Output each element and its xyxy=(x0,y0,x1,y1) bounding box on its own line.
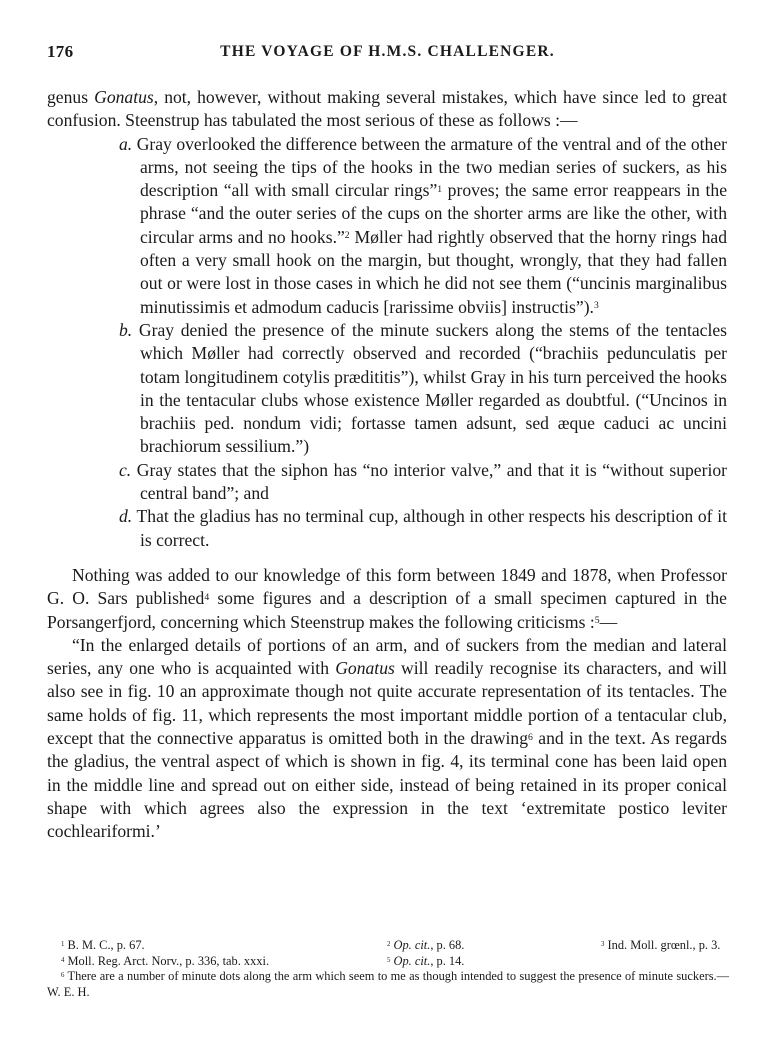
footnote-3 xyxy=(601,938,720,954)
list-item-a xyxy=(47,133,727,319)
footnote-ref: 2 xyxy=(344,230,350,242)
footnotes xyxy=(47,938,729,1000)
list-item-d xyxy=(47,505,727,552)
footnote-text: Ind. Moll. grœnl., p. 3. xyxy=(604,938,721,952)
footnote-text: , p. 14. xyxy=(430,953,465,968)
page-header xyxy=(47,42,728,64)
criticism-list xyxy=(47,133,727,552)
text: , not, however, without making several mistakes, which have since led to great confusion. Steenstrup has tabulated the most serious of these as follows :— xyxy=(47,87,727,131)
text: and in the text. As regards the gladius, the ventral aspect of which is shown in fig. 4, its terminal cone has been laid open in the middle line and spread out on either side, instead of being retained in its proper conical shape with which agrees also the expression in the text ‘extremitate postico leviter cochleariformi.’ xyxy=(47,728,727,842)
item-label: a. xyxy=(119,133,133,154)
paragraph-1 xyxy=(47,86,727,133)
item-label: b. xyxy=(119,319,133,340)
text: Nothing was added to our knowledge of this form between 1849 and 1878, when Professor G. O. Sars published xyxy=(47,564,727,609)
item-label: c. xyxy=(119,459,132,480)
footnote-ref: 1 xyxy=(437,183,443,195)
item-label: d. xyxy=(119,506,133,527)
footnote-number: 2 xyxy=(387,940,391,948)
text: Gray overlooked the difference between the armature of the ventral and of the other arms, not seeing the tips of the hooks in the two median series of suckers, as his description “all with small circular rings” xyxy=(136,133,727,201)
list-item-c xyxy=(47,459,727,506)
footnote-2 xyxy=(387,938,464,954)
text: genus xyxy=(47,87,95,107)
body-text xyxy=(47,86,727,844)
footnote-ref: 4 xyxy=(204,591,210,603)
footnote-row xyxy=(47,954,729,970)
footnote-text: Moll. Reg. Arct. Norv., p. 336, tab. xxxi. xyxy=(64,953,270,968)
running-head: THE VOYAGE OF H.M.S. CHALLENGER. xyxy=(220,43,555,60)
quotation xyxy=(47,634,727,844)
footnote-1 xyxy=(61,938,145,954)
footnote-4 xyxy=(61,954,269,970)
page-number: 176 xyxy=(47,42,74,61)
text: Møller had rightly observed that the horny rings had often a very small hook on the margin, but thought, wrongly, that they had fallen out or were lost in those cases in which he did not see them (“uncinis marginalibus minutissimis et admodum caducis [rarissime obviis] instructis”). xyxy=(140,226,728,317)
footnote-number: 4 xyxy=(61,956,65,964)
paragraph-2 xyxy=(47,564,727,634)
footnote-number: 6 xyxy=(61,972,65,980)
footnote-number: 3 xyxy=(601,940,605,948)
footnote-text-italic: Op. cit. xyxy=(390,938,431,952)
text: “In the enlarged details of portions of an arm, and of suckers from the median and lateral series, any one who is acquainted with xyxy=(47,634,727,679)
footnote-text-italic: Op. cit. xyxy=(390,953,431,968)
footnote-text: , p. 68. xyxy=(430,938,465,952)
text: will readily recognise its characters, and will also see in fig. 10 an approximate though not quite accurate representation of its tentacles. The same holds of fig. 11, which represents the most important middle portion of a tentacular club, except that the connective apparatus is omitted both in the drawing xyxy=(47,658,727,749)
text: That the gladius has no terminal cup, although in other respects his description of it is correct. xyxy=(136,506,727,550)
footnote-text: There are a number of minute dots along the arm which seem to me as though intended to suggest the presence of minute suckers.—W. E. H. xyxy=(47,969,729,999)
taxon-name: Gonatus xyxy=(335,658,395,679)
footnote-ref: 5 xyxy=(594,615,600,627)
taxon-name: Gonatus xyxy=(94,87,154,107)
text: — xyxy=(599,611,618,632)
footnote-5 xyxy=(387,954,464,970)
footnote-row xyxy=(47,938,729,954)
footnote-6 xyxy=(47,969,729,1000)
text: some figures and a description of a small specimen captured in the Porsangerfjord, concerning which Steenstrup makes the following criticisms : xyxy=(47,588,727,632)
footnote-ref: 3 xyxy=(593,300,599,312)
footnote-text: B. M. C., p. 67. xyxy=(64,938,145,952)
footnote-number: 1 xyxy=(61,940,65,948)
text: proves; the same error reappears in the phrase “and the outer series of the cups on the shorter arms are like the other, with circular arms and no hooks.” xyxy=(140,180,727,247)
list-item-b xyxy=(47,319,727,459)
text: Gray states that the siphon has “no interior valve,” and that it is “without superior central band”; and xyxy=(136,459,727,504)
footnote-number: 5 xyxy=(387,956,391,964)
footnote-ref: 6 xyxy=(528,731,533,743)
text: Gray denied the presence of the minute suckers along the stems of the tentacles which Møller had correctly observed and recorded (“brachiis pedunculatis per totam longitudinem cotylis prædititis”), whilst Gray in his turn perceived the hooks in the tentacular clubs whose existence Møller regarded as doubtful. (“Uncinos in brachiis ped. nondum vidi; fortasse tamen adsunt, sed æque caduci ac uncini brachiorum sessilium.”) xyxy=(138,319,727,457)
